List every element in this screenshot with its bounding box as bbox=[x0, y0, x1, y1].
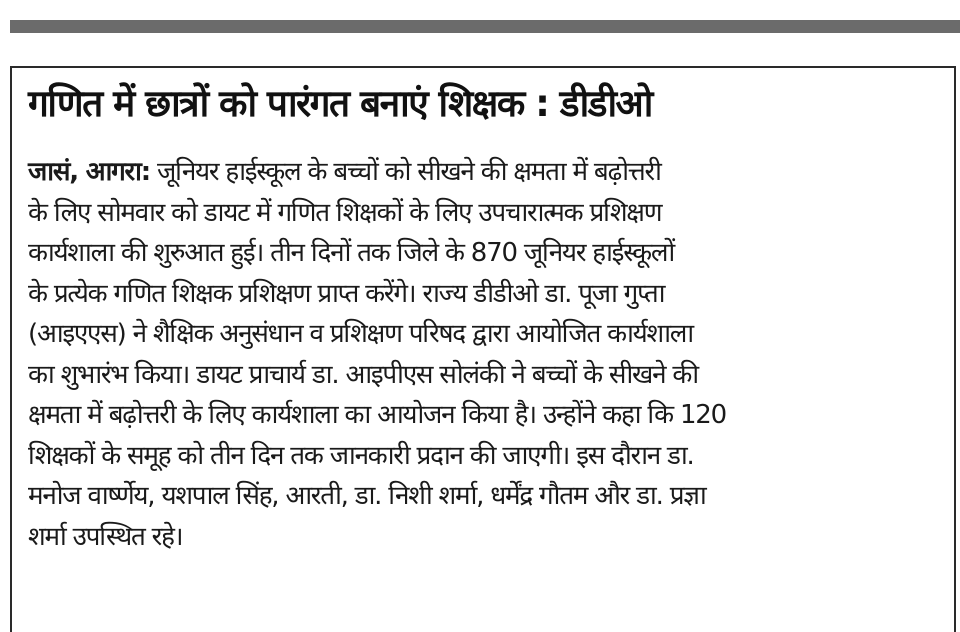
news-article bbox=[10, 66, 956, 632]
article-line-1 bbox=[28, 152, 948, 193]
article-dateline: जासं, आगरा: bbox=[28, 157, 150, 187]
article-line-7: क्षमता में बढ़ोत्तरी के लिए कार्यशाला का आयोजन किया है। उन्होंने कहा कि 120 bbox=[28, 400, 726, 430]
article-line-3: कार्यशाला की शुरुआत हुई। तीन दिनों तक जिले के 870 जूनियर हाईस्कूलों bbox=[28, 238, 675, 268]
article-line-10: शर्मा उपस्थित रहे। bbox=[28, 521, 183, 552]
article-line-5: (आइएएस) ने शैक्षिक अनुसंधान व प्रशिक्षण परिषद द्वारा आयोजित कार्यशाला bbox=[28, 319, 693, 349]
article-line-9: मनोज वार्ष्णेय, यशपाल सिंह, आरती, डा. निशी शर्मा, धर्मेंद्र गौतम और डा. प्रज्ञा bbox=[28, 481, 706, 511]
article-line-4: के प्रत्येक गणित शिक्षक प्रशिक्षण प्राप्त करेंगे। राज्य डीडीओ डा. पूजा गुप्ता bbox=[28, 278, 665, 309]
top-divider-bar bbox=[10, 20, 960, 33]
article-line-1-text: जूनियर हाईस्कूल के बच्चों को सीखने की क्षमता में बढ़ोत्तरी bbox=[149, 157, 661, 187]
article-line-6: का शुभारंभ किया। डायट प्राचार्य डा. आइपीएस सोलंकी ने बच्चों के सीखने की bbox=[28, 359, 698, 390]
article-line-8: शिक्षकों के समूह को तीन दिन तक जानकारी प्रदान की जाएगी। इस दौरान डा. bbox=[28, 440, 694, 471]
article-body bbox=[28, 152, 948, 557]
article-line-2: के लिए सोमवार को डायट में गणित शिक्षकों के लिए उपचारात्मक प्रशिक्षण bbox=[28, 197, 662, 228]
article-headline: गणित में छात्रों को पारंगत बनाएं शिक्षक : डीडीओ bbox=[28, 82, 652, 125]
